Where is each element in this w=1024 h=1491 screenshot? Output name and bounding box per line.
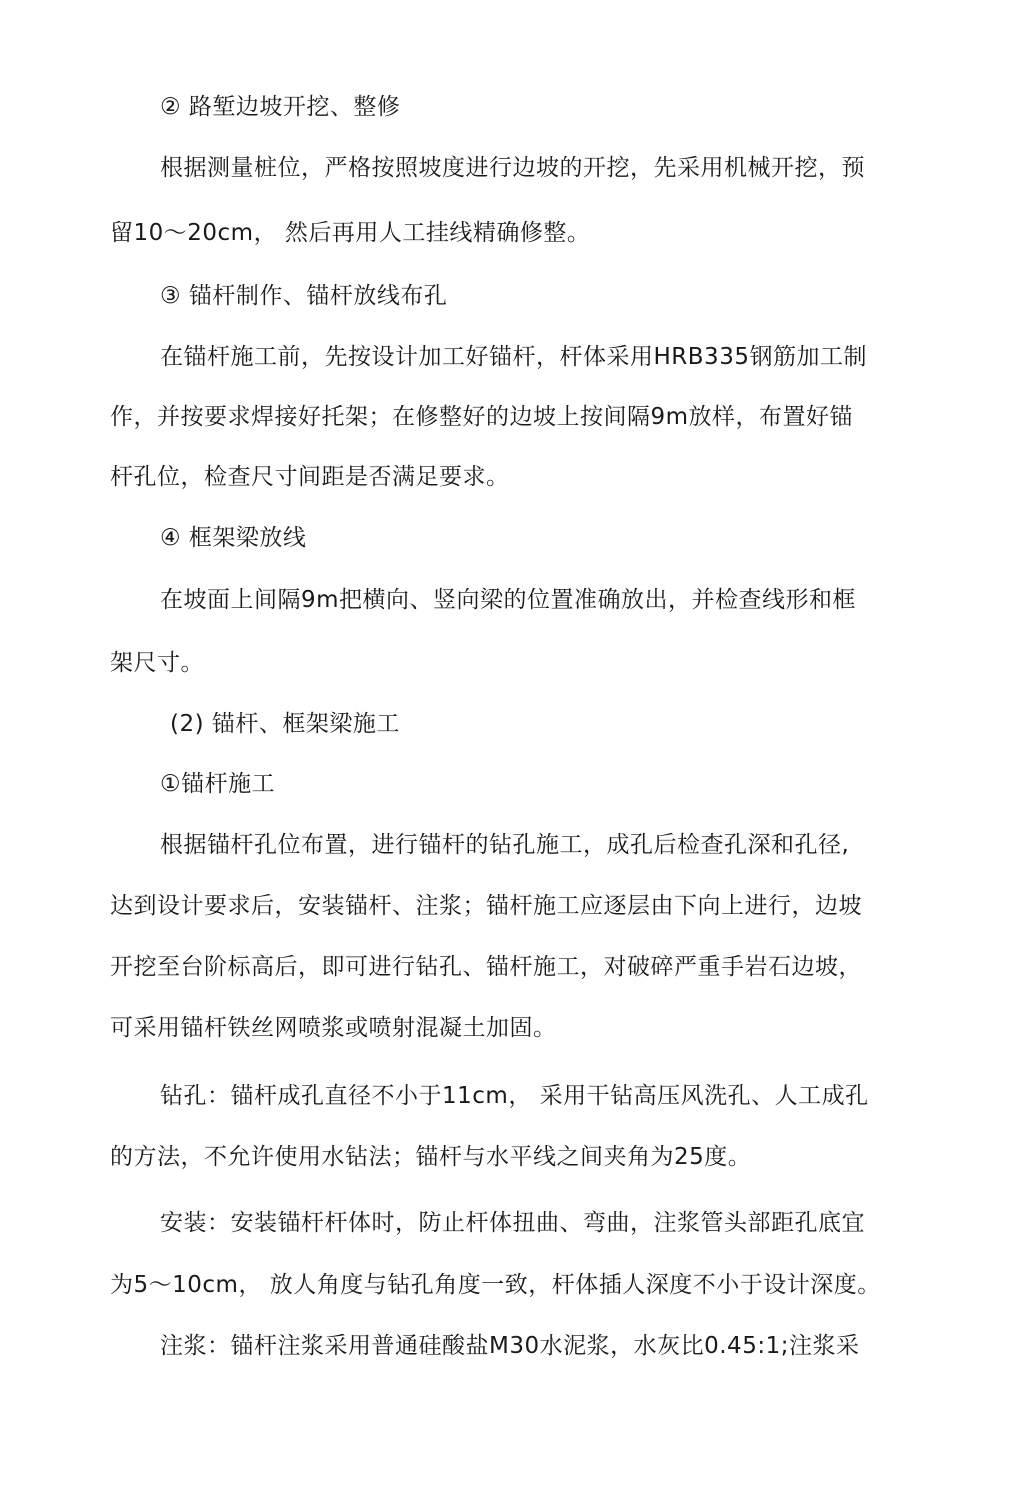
paragraph-line: 在坡面上间隔9m把横向、竖向梁的位置准确放出，并检查线形和框 (160, 587, 857, 613)
paragraph-line: 注浆：锚杆注浆采用普通硅酸盐M30水泥浆，水灰比0.45:1;注浆采 (160, 1333, 860, 1359)
heading-frame-beam-layout: ④ 框架梁放线 (160, 525, 307, 551)
section-heading: (2) 锚杆、框架梁施工 (170, 711, 400, 737)
paragraph-line: 杆孔位，检查尺寸间距是否满足要求。 (110, 464, 510, 490)
heading-anchor-construction: ①锚杆施工 (160, 771, 276, 797)
paragraph-line: 根据锚杆孔位布置，进行锚杆的钻孔施工，成孔后检查孔深和孔径, (160, 832, 850, 858)
paragraph-line: 开挖至台阶标高后，即可进行钻孔、锚杆施工，对破碎严重手岩石边坡， (110, 954, 862, 980)
paragraph-line: 架尺寸。 (110, 650, 204, 676)
paragraph-line: 可采用锚杆铁丝网喷浆或喷射混凝土加固。 (110, 1015, 557, 1041)
heading-anchor-fabrication: ③ 锚杆制作、锚杆放线布孔 (160, 283, 448, 309)
paragraph-line: 安装：安装锚杆杆体时，防止杆体扭曲、弯曲，注浆管头部距孔底宜 (160, 1210, 865, 1236)
paragraph-line: 钻孔：锚杆成孔直径不小于11cm， 采用干钻高压风洗孔、人工成孔 (160, 1083, 869, 1109)
heading-slope-excavation: ② 路堑边坡开挖、整修 (160, 94, 401, 120)
paragraph-line: 达到设计要求后，安装锚杆、注浆；锚杆施工应逐层由下向上进行，边坡 (110, 893, 862, 919)
paragraph-line: 留10～20cm， 然后再用人工挂线精确修整。 (110, 220, 591, 246)
paragraph-line: 在锚杆施工前，先按设计加工好锚杆，杆体采用HRB335钢筋加工制 (160, 344, 867, 370)
paragraph-line: 为5～10cm， 放人角度与钻孔角度一致，杆体插人深度不小于设计深度。 (110, 1272, 881, 1298)
paragraph-line: 作，并按要求焊接好托架；在修整好的边坡上按间隔9m放样，布置好锚 (110, 404, 854, 430)
paragraph-line: 根据测量桩位，严格按照坡度进行边坡的开挖，先采用机械开挖，预 (160, 155, 865, 181)
paragraph-line: 的方法，不允许使用水钻法；锚杆与水平线之间夹角为25度。 (110, 1144, 752, 1170)
